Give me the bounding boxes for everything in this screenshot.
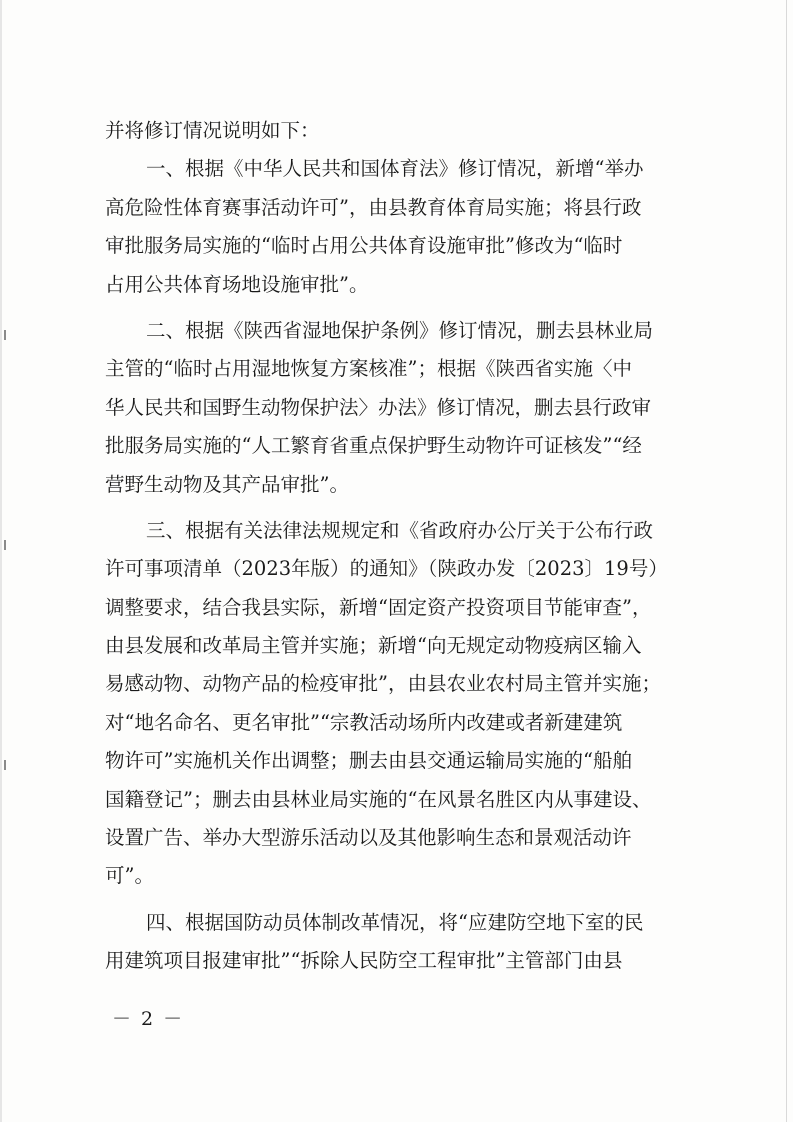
scan-right-edge bbox=[786, 0, 787, 1122]
body-line: 设置广告、举办大型游乐活动以及其他影响生态和景观活动许 bbox=[105, 826, 632, 850]
body-line: 国籍登记”；删去由县林业局实施的“在风景名胜区内从事建设、 bbox=[105, 787, 652, 811]
body-line: 并将修订情况说明如下： bbox=[105, 119, 320, 142]
body-line: 审批服务局实施的“临时占用公共体育设施审批”修改为“临时 bbox=[105, 234, 623, 258]
body-line: 由县发展和改革局主管并实施；新增“向无规定动物疫病区输入 bbox=[105, 634, 642, 658]
document-body bbox=[105, 112, 695, 981]
page-number: － 2 － bbox=[112, 1008, 185, 1030]
body-line: 批服务局实施的“人工繁育省重点保护野生动物许可证核发”“经 bbox=[105, 434, 642, 458]
scan-mark bbox=[4, 760, 6, 770]
body-line: 三、根据有关法律法规规定和《省政府办公厅关于公布行政 bbox=[146, 518, 654, 542]
scan-left-edge bbox=[0, 0, 2, 1122]
body-line: 四、根据国防动员体制改革情况，将“应建防空地下室的民 bbox=[146, 910, 644, 934]
body-line: 对“地名命名、更名审批”“宗教活动场所内改建或者新建建筑 bbox=[105, 710, 623, 734]
body-line: 华人民共和国野生动物保护法〉办法》修订情况，删去县行政审 bbox=[105, 395, 652, 419]
body-line: 主管的“临时占用湿地恢复方案核准”；根据《陕西省实施〈中 bbox=[105, 357, 632, 381]
body-line: 易感动物、动物产品的检疫审批”，由县农业农村局主管并实施； bbox=[105, 672, 661, 696]
body-line: 可”。 bbox=[105, 864, 154, 888]
scan-mark bbox=[4, 540, 6, 550]
body-line: 用建筑项目报建审批”“拆除人民防空工程审批”主管部门由县 bbox=[105, 949, 623, 973]
scan-mark bbox=[4, 330, 6, 340]
body-line: 二、根据《陕西省湿地保护条例》修订情况，删去县林业局 bbox=[146, 318, 654, 342]
body-line: 高危险性体育赛事活动许可”，由县教育体育局实施；将县行政 bbox=[105, 195, 642, 219]
body-line: 一、根据《中华人民共和国体育法》修订情况，新增“举办 bbox=[146, 157, 644, 181]
body-line: 营野生动物及其产品审批”。 bbox=[105, 472, 349, 496]
body-line: 占用公共体育场地设施审批”。 bbox=[105, 272, 369, 296]
body-line: 调整要求，结合我县实际，新增“固定资产投资项目节能审查”， bbox=[105, 595, 652, 619]
body-line: 许可事项清单（2023年版）的通知》（陕政办发〔2023〕19号） bbox=[105, 557, 668, 581]
body-line: 物许可”实施机关作出调整；删去由县交通运输局实施的“船舶 bbox=[105, 749, 632, 773]
